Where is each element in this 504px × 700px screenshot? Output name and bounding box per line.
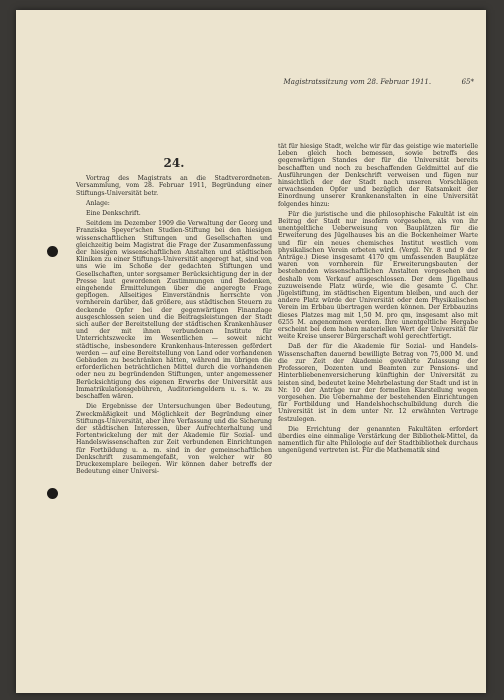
punch-hole-top (47, 246, 58, 257)
enclosure-line: Eine Denkschrift. (86, 210, 141, 218)
intro-paragraph: Vortrag des Magistrats an die Stadtverordneten-Versammlung, vom 28. Februar 1911, Begründung einer Stiftungs-Universität betr. (76, 175, 272, 197)
paragraph-2: Die Ergebnisse der Untersuchungen über Bedeutung, Zweckmäßigkeit und Möglichkeit der Begründung einer Stiftungs-Universität, aber ihre Verfassung und die Sicherung der städtischen Interessen, über Aufrechterhaltung und Fortentwickelung der mit der Akademie für Sozial- und Handelswissenschaften zur Zeit verbundenen Einrichtungen für Fortbildung u. a. m. sind in der gemeinschaftlichen Denkschrift zusammengefaßt, von welcher wir 80 Druckexemplare beilegen. Wir können daher betreffs der Bedeutung einer Universi- (76, 403, 272, 476)
punch-hole-bottom (47, 488, 58, 499)
running-title: Magistratssitzung vom 28. Februar 1911. (283, 78, 432, 86)
paragraph-5: Daß der für die Akademie für Sozial- und Handels-Wissenschaften dauernd bewilligte Betrag von 75,000 M. und die zur Zeit der Akademie gewährte Zulassung der Professoren, Dozenten und Beamten zur Pensions- und Hinterbliebenenversicherung künftighin der Universität zu leisten sind, bedeutet keine Mehrbelastung der Stadt und ist in Nr. 10 der Anträge nur der formellen Klarstellung wegen vorgesehen. Die Uebernahme der bestehenden Einrichtungen für Fortbildung und Handelshochschulbildung durch die Universität ist in dem unter Nr. 12 erwähnten Vertrage festzulegen. (278, 343, 478, 423)
document-page (16, 10, 486, 693)
paragraph-4: Für die juristische und die philosophische Fakultät ist ein Beitrag der Stadt nur insofern vorgesehen, als von ihr unentgeltliche Ueberweisung von Bauplätzen für die Erweiterung des Jügelhauses bis an die Bockenheimer Warte und für ein neues chemisches Institut westlich vom physikalischen Verein erbeten wird. (Vergl. Nr. 8 und 9 der Anträge.) Diese insgesamt 4170 qm umfassenden Bauplätze waren von vornherein für Erweiterungsbauten der bestehenden wissenschaftlichen Anstalten vorgesehen und deshalb vom Verkauf ausgeschlossen. Der dem Jügelhaus zuzuweisende Platz würde, wie die gesamte C. Chr. Jügelstiftung, im städtischen Eigentum bleiben, und auch der andere Platz würde der Universität oder dem Physikalischen Verein im Erbbau übertragen werden können. Der Erbbauzins dieses Platzes mag mit 1,50 M. pro qm, insgesamt also mit 6255 M. angenommen werden. Ihre unentgeltliche Hergabe erscheint bei dem hohen materiellen Wert der Universität für weite Kreise unserer Bürgerschaft wohl gerechtfertigt. (278, 210, 478, 341)
paragraph-6: Die Errichtung der genannten Fakultäten erfordert überdies eine einmalige Verstärkung der Bibliothek-Mittel, da namentlich für alte Philologie auf der Stadtbibliothek durchaus ungenügend vertreten ist. Für die Mathematik sind (278, 425, 478, 455)
anlage-label: Anlage: (86, 199, 110, 207)
left-column (76, 156, 272, 478)
page-number: 65* (461, 78, 474, 86)
document-number: 24. (163, 156, 185, 170)
running-header (226, 78, 474, 86)
paragraph-3: tät für hiesige Stadt, welche wir für das geistige wie materielle Leben gleich hoch bemessen, sowie betreffs des gegenwärtigen Standes der für die Universität bereits beschafften und noch zu beschaffenden Geldmittel auf die Ausführungen der Denkschrift verweisen und fügen nur hinsichtlich der der Stadt nach unseren Vorschlägen erwachsenden Opfer und bezüglich der Ratsamkeit der Einordnung unserer Krankenanstalten in eine Universität folgendes hinzu: (278, 143, 478, 208)
right-column (278, 143, 478, 458)
paragraph-1: Seitdem im Dezember 1909 die Verwaltung der Georg und Franziska Speyer'schen Studien-Stiftung bei den hiesigen wissenschaftlichen Stiftungen und Gesellschaften und gleichzeitig beim Magistrat die Frage der Zusammenfassung der hiesigen wissenschaftlichen Anstalten und städtischen Kliniken zu einer Stiftungs-Universität angeregt hat, sind von uns wie im Schoße der gedachten Stiftungen und Gesellschaften, unter sorgsamer Berücksichtigung der in der Presse laut gewordenen Zustimmungen und Bedenken, eingehende Ermittelungen über die angeregte Frage gepflogen. Allseitiges Einverständnis herrschte von vornherein darüber, daß größere, aus städtischen Steuern zu deckende Opfer bei der gegenwärtigen Finanzlage ausgeschlossen seien und die Beitragsleistungen der Stadt sich außer der Bereitstellung der städtischen Krankenhäuser und der mit ihnen verbundenen Institute für Unterrichtszwecke im Wesentlichen — soweit nicht städtische, insbesondere Krankenhaus-Interessen gefördert werden — auf eine Bereitstellung von Land oder vorhandenen Gebäuden zu beschränken hätten, während im übrigen die erforderlichen beträchtlichen Mittel durch die vorhandenen oder neu zu begründenden Stiftungen, unter angemessener Berücksichtigung des eigenen Erwerbs der Universität aus Immatrikulationsgebühren, Auditoriengeldern u. s. w. zu beschaffen wären. (76, 220, 272, 401)
